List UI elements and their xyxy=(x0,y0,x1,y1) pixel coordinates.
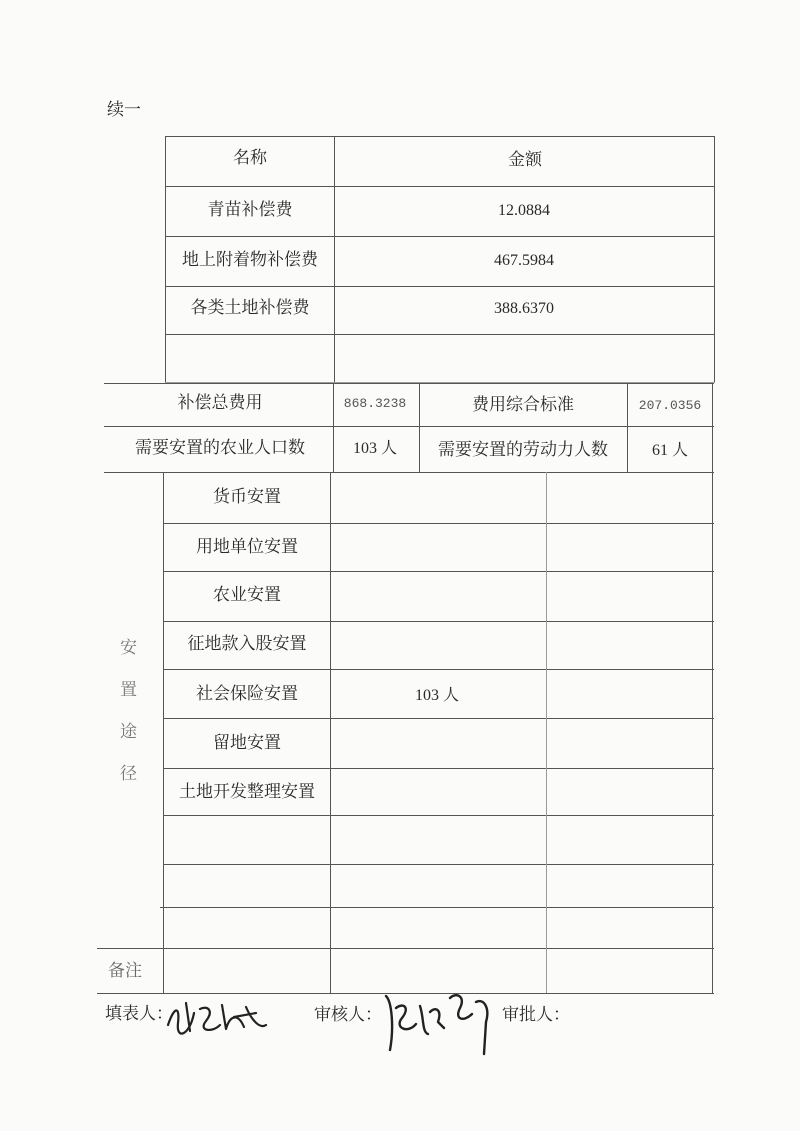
item-social-insurance-value: 103 人 xyxy=(414,687,460,704)
row-amount-crop: 12.0884 xyxy=(498,202,550,219)
row-amount-land: 388.6370 xyxy=(494,300,554,317)
reviewer-label: 审核人： xyxy=(314,1005,382,1025)
labor-value: 61 人 xyxy=(651,442,689,459)
population-label: 需要安置的农业人口数 xyxy=(135,438,305,458)
total-label: 补偿总费用 xyxy=(177,393,263,413)
continuation-label: 续一 xyxy=(107,100,141,120)
header-amount: 金额 xyxy=(508,150,542,170)
row-amount-attachment: 467.5984 xyxy=(494,252,554,269)
remarks-label: 备注 xyxy=(108,961,142,981)
row-name-crop: 青苗补偿费 xyxy=(207,200,293,220)
item-social-insurance: 社会保险安置 xyxy=(196,684,298,704)
row-name-attachment: 地上附着物补偿费 xyxy=(182,250,318,270)
item-agriculture: 农业安置 xyxy=(213,585,281,605)
item-employer: 用地单位安置 xyxy=(196,537,298,557)
standard-value: 207.0356 xyxy=(638,398,702,413)
reviewer-signature xyxy=(380,988,500,1060)
filler-label: 填表人： xyxy=(105,1004,173,1024)
item-land-development: 土地开发整理安置 xyxy=(179,782,315,802)
population-value: 103 人 xyxy=(352,440,398,457)
item-reserved-land: 留地安置 xyxy=(213,733,281,753)
row-name-land: 各类土地补偿费 xyxy=(190,298,310,318)
header-name: 名称 xyxy=(233,148,267,168)
filler-signature xyxy=(160,995,270,1040)
standard-label: 费用综合标准 xyxy=(472,395,574,415)
item-currency: 货币安置 xyxy=(213,487,281,507)
item-equity: 征地款入股安置 xyxy=(187,634,307,654)
approver-label: 审批人： xyxy=(502,1005,570,1025)
total-value: 868.3238 xyxy=(343,396,407,411)
labor-label: 需要安置的劳动力人数 xyxy=(438,440,608,460)
